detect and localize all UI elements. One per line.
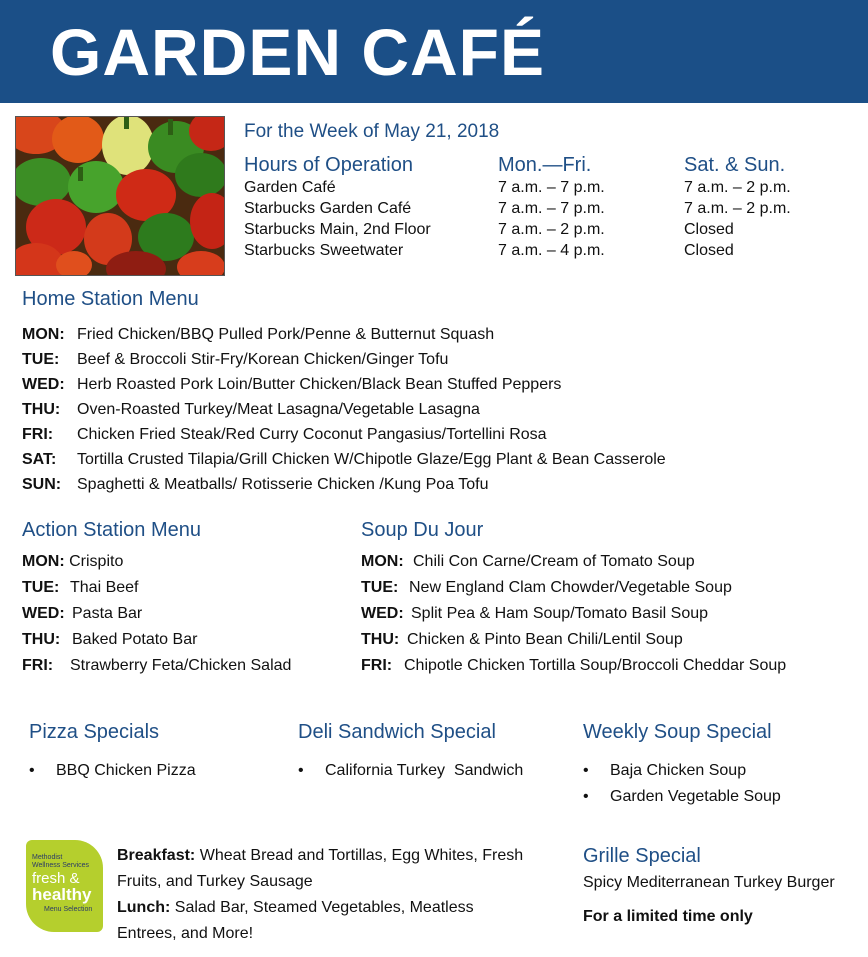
list-item: [22, 549, 291, 575]
list-item: [22, 397, 666, 422]
peppers-photo: [15, 116, 225, 276]
menu-items: New England Clam Chowder/Vegetable Soup: [409, 579, 732, 596]
fresh-healthy-logo: [26, 840, 103, 932]
menu-items: Fried Chicken/BBQ Pulled Pork/Penne & Butternut Squash: [77, 326, 495, 343]
list-item: [361, 575, 786, 601]
hours-weekend: Closed: [684, 242, 734, 259]
day-label: MON:: [361, 553, 404, 570]
action-station-list: [22, 549, 291, 679]
day-label: MON:: [22, 553, 65, 570]
hours-weekend-times: [684, 177, 791, 261]
deli-list: [298, 758, 523, 784]
hours-weekday: 7 a.m. – 7 p.m.: [498, 200, 605, 217]
lunch-line: [117, 895, 537, 947]
week-label: For the Week of May 21, 2018: [244, 121, 500, 142]
menu-items: Crispito: [69, 553, 124, 570]
day-label: THU:: [22, 401, 61, 418]
breakfast-label: Breakfast:: [117, 847, 196, 864]
list-item: [22, 601, 291, 627]
menu-items: Baked Potato Bar: [72, 631, 198, 648]
soup-du-jour-list: [361, 549, 786, 679]
menu-items: Spaghetti & Meatballs/ Rotisserie Chicken /Kung Poa Tofu: [77, 476, 489, 493]
hours-weekend-heading: Sat. & Sun.: [684, 154, 786, 176]
hours-location: Starbucks Main, 2nd Floor: [244, 221, 431, 238]
menu-items: Chicken & Pinto Bean Chili/Lentil Soup: [407, 631, 683, 648]
logo-text: Methodist: [32, 854, 63, 861]
list-item: [22, 372, 666, 397]
hours-location: Starbucks Sweetwater: [244, 242, 404, 259]
hours-weekday: 7 a.m. – 4 p.m.: [498, 242, 605, 259]
hours-weekday: 7 a.m. – 7 p.m.: [498, 179, 605, 196]
day-label: TUE:: [22, 579, 60, 596]
weekly-soup-heading: Weekly Soup Special: [583, 721, 772, 743]
day-label: TUE:: [361, 579, 399, 596]
page-title: GARDEN CAFÉ: [50, 15, 546, 89]
day-label: FRI:: [22, 426, 54, 443]
list-item: [22, 347, 666, 372]
menu-items: Chicken Fried Steak/Red Curry Coconut Pangasius/Tortellini Rosa: [77, 426, 547, 443]
hours-weekend: 7 a.m. – 2 p.m.: [684, 179, 791, 196]
list-item: [22, 422, 666, 447]
menu-items: Tortilla Crusted Tilapia/Grill Chicken W/Chipotle Glaze/Egg Plant & Bean Casserole: [77, 451, 666, 468]
logo-text: Wellness Services: [32, 862, 90, 869]
menu-items: Herb Roasted Pork Loin/Butter Chicken/Black Bean Stuffed Peppers: [77, 376, 562, 393]
deli-heading: Deli Sandwich Special: [298, 721, 496, 743]
list-item: [361, 653, 786, 679]
list-item: • California Turkey Sandwich: [298, 758, 523, 784]
menu-items: Chili Con Carne/Cream of Tomato Soup: [413, 553, 695, 570]
logo-text: fresh &: [32, 870, 80, 887]
grille-item: Spicy Mediterranean Turkey Burger: [583, 874, 835, 891]
day-label: THU:: [361, 631, 400, 648]
list-item: [22, 627, 291, 653]
list-item: [22, 322, 666, 347]
hours-weekend: Closed: [684, 221, 734, 238]
logo-text: Menu Selection: [44, 906, 93, 913]
day-label: FRI:: [22, 657, 54, 674]
breakfast-line: [117, 843, 537, 895]
breakfast-lunch-text: [117, 843, 537, 947]
lunch-label: Lunch:: [117, 899, 171, 916]
home-station-list: [22, 322, 666, 497]
day-label: TUE:: [22, 351, 60, 368]
day-label: MON:: [22, 326, 65, 343]
soup-du-jour-heading: Soup Du Jour: [361, 519, 484, 541]
day-label: WED:: [361, 605, 404, 622]
day-label: THU:: [22, 631, 61, 648]
menu-items: Pasta Bar: [72, 605, 143, 622]
hours-names: [244, 177, 431, 261]
hours-weekday: 7 a.m. – 2 p.m.: [498, 221, 605, 238]
list-item: [361, 549, 786, 575]
menu-items: Split Pea & Ham Soup/Tomato Basil Soup: [411, 605, 709, 622]
hours-location: Starbucks Garden Café: [244, 200, 412, 217]
logo-text: healthy: [32, 885, 92, 904]
menu-items: Thai Beef: [70, 579, 139, 596]
day-label: WED:: [22, 605, 65, 622]
hours-weekday-heading: Mon.—Fri.: [498, 154, 592, 176]
menu-items: Beef & Broccoli Stir-Fry/Korean Chicken/Ginger Tofu: [77, 351, 449, 368]
list-item: [22, 575, 291, 601]
lunch-text: Salad Bar, Steamed Vegetables, Meatless Entrees, and More!: [117, 899, 474, 942]
day-label: SAT:: [22, 451, 57, 468]
grille-note: For a limited time only: [583, 908, 753, 925]
menu-items: Oven-Roasted Turkey/Meat Lasagna/Vegetable Lasagna: [77, 401, 480, 418]
day-label: FRI:: [361, 657, 393, 674]
weekly-soup-list: [583, 758, 781, 810]
list-item: [361, 627, 786, 653]
list-item: [22, 653, 291, 679]
pizza-heading: Pizza Specials: [29, 721, 160, 743]
hours-heading: Hours of Operation: [244, 154, 413, 176]
home-station-heading: Home Station Menu: [22, 288, 199, 310]
menu-items: Strawberry Feta/Chicken Salad: [70, 657, 292, 674]
list-item: [22, 447, 666, 472]
breakfast-text: Wheat Bread and Tortillas, Egg Whites, Fresh Fruits, and Turkey Sausage: [117, 847, 524, 890]
list-item: • Baja Chicken Soup: [583, 758, 781, 784]
list-item: • Garden Vegetable Soup: [583, 784, 781, 810]
hours-location: Garden Café: [244, 179, 336, 196]
list-item: [22, 472, 666, 497]
list-item: [361, 601, 786, 627]
hours-weekend: 7 a.m. – 2 p.m.: [684, 200, 791, 217]
pizza-list: [29, 758, 196, 784]
list-item: • BBQ Chicken Pizza: [29, 758, 196, 784]
day-label: WED:: [22, 376, 65, 393]
grille-heading: Grille Special: [583, 845, 701, 867]
hours-weekday-times: [498, 177, 605, 261]
day-label: SUN:: [22, 476, 62, 493]
menu-items: Chipotle Chicken Tortilla Soup/Broccoli Cheddar Soup: [404, 657, 787, 674]
action-station-heading: Action Station Menu: [22, 519, 201, 541]
